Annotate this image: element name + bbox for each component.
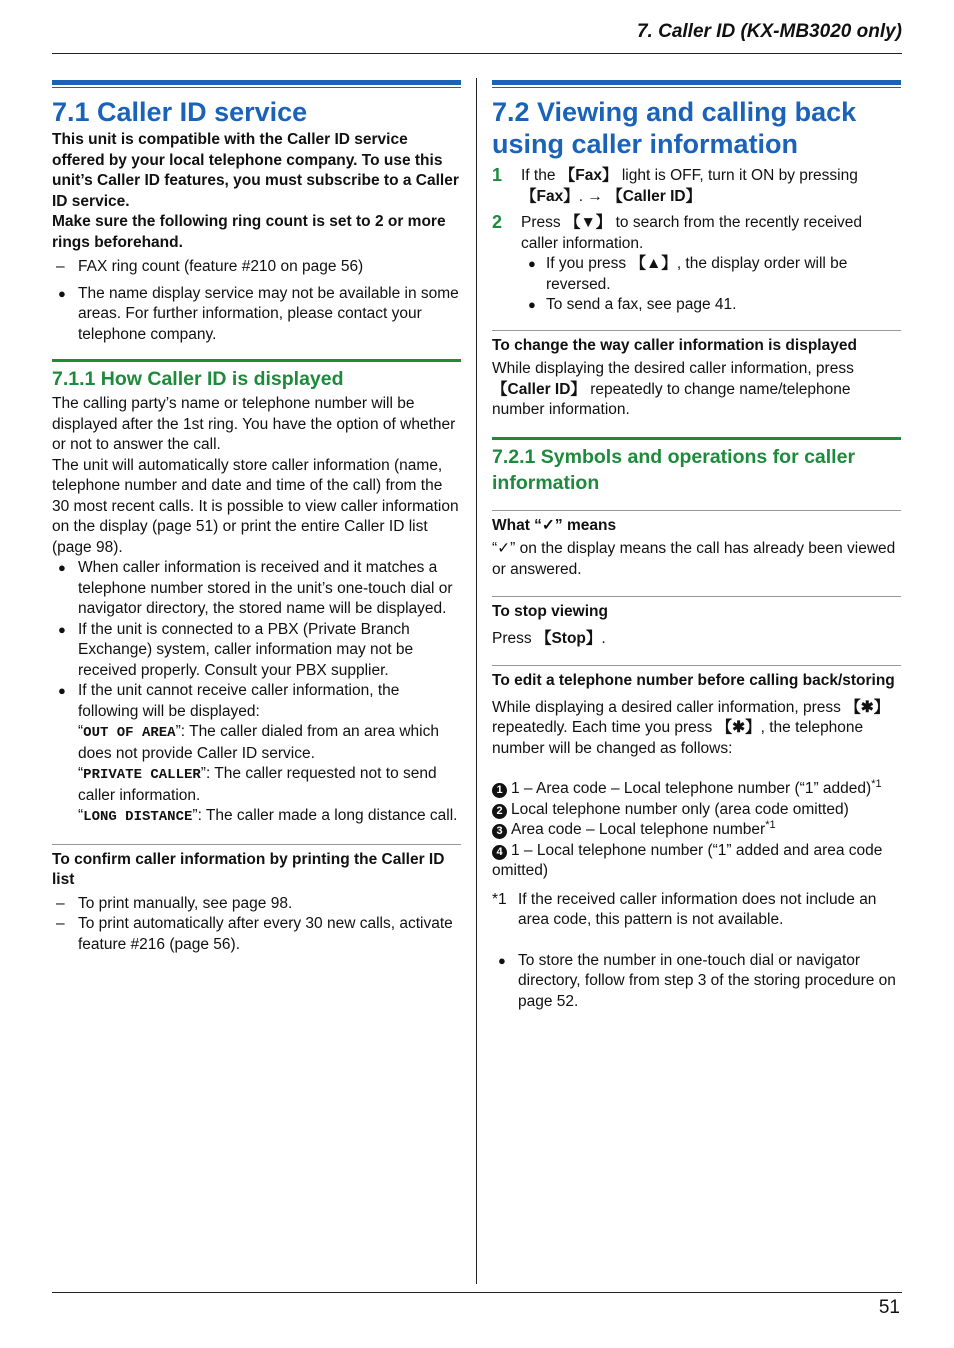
bullet-icon: ● [528,256,536,271]
step-1: 1 If the 【Fax】 light is OFF, turn it ON by pressing 【Fax】. → 【Caller ID】 [492,165,858,205]
bullet-icon: ● [498,952,506,968]
divider [52,844,461,845]
what-means-heading: What “✓” means [492,516,617,534]
step-number: 2 [492,212,503,232]
down-key: 【▼】 [564,214,612,231]
page-number: 51 [878,1297,900,1318]
list-item: ● If you press 【▲】, the display order will be reversed. [528,255,848,293]
step-2: 2 Press 【▼】 to search from the recently received caller information. [492,212,863,252]
bullet-icon: ● [58,683,66,698]
left-column [52,80,461,955]
list-item: 2 Local telephone number only (area code omitted) [492,800,901,821]
subsection-rule [492,437,901,440]
divider [492,330,901,331]
section-title-viewing-calling-back: 7.2 Viewing and calling back using caller information [492,97,857,159]
divider [492,665,901,666]
circled-number-3-icon: 3 [492,824,507,839]
list-item-text: To store the number in one-touch dial or navigator directory, follow from step 3 of the storing procedure on page 52. [518,951,896,1010]
divider [492,596,901,597]
subsection-rule [52,359,461,362]
list-item: ● To send a fax, see page 41. [492,295,901,316]
bullet-icon: ● [58,621,66,637]
list-item [52,894,461,915]
step-number: 1 [492,165,503,185]
list-item [52,914,461,955]
number-format-options [492,779,901,882]
section-rule [52,80,461,88]
page-header-title: 7. Caller ID (KX-MB3020 only) [636,21,902,42]
ring-count-note: Make sure the following ring count is set to 2 or more rings beforehand. [52,213,446,251]
list-item [52,284,461,346]
bullet-icon: ● [528,297,536,312]
list-item-text: The name display service may not be available in some areas. For further information, please contact your telephone company. [78,284,459,343]
column-separator [476,78,477,1284]
section-rule [492,80,901,88]
dash-marker: – [56,915,65,932]
paragraph: While displaying a desired caller information, press 【✱】 repeatedly. Each time you press 【✱】, the telephone number will be changed as follows: [492,698,890,757]
paragraph: Press 【Stop】. [492,629,606,647]
confirm-heading: To confirm caller information by printing the Caller ID list [52,850,445,888]
list-item [52,681,461,828]
caller-id-key: 【Caller ID】 [607,187,702,205]
circled-number-1-icon: 1 [492,783,507,798]
list-item: 3 Area code – Local telephone number$^{*1}$ [492,820,901,841]
circled-number-4-icon: 4 [492,845,507,860]
stop-key: 【Stop】 [535,629,602,647]
change-display-heading: To change the way caller information is displayed [492,336,857,354]
display-code-long-distance: “LONG DISTANCE”: The caller made a long distance call. [78,807,458,825]
caller-id-key: 【Caller ID】 [492,380,586,398]
list-item [52,558,461,620]
footnote-text: If the received caller information does not include an area code, this pattern is not available. [518,890,877,928]
bullet-icon: ● [58,285,66,301]
subsection-title: 7.2.1 Symbols and operations for caller information [492,445,856,494]
paragraph: “✓” on the display means the call has already been viewed or answered. [492,540,896,578]
arrow-icon: → [587,187,603,205]
list-item [52,257,461,278]
right-column [492,80,901,1012]
dash-marker: – [56,258,65,275]
circled-number-2-icon: 2 [492,804,507,819]
paragraph: While displaying the desired caller information, press 【Caller ID】 repeatedly to change name/telephone number information. [492,360,854,418]
star-key: 【✱】 [716,719,761,736]
list-item [492,951,901,1013]
list-item-text: To print manually, see page 98. [78,894,293,912]
edit-number-heading: To edit a telephone number before calling back/storing [492,672,895,689]
section-title-caller-id-service: 7.1 Caller ID service [52,97,308,127]
stop-viewing-heading: To stop viewing [492,603,608,620]
divider [492,510,901,511]
list-item-text: If the unit cannot receive caller information, the following will be displayed: [78,682,400,720]
list-item: 1 1 – Area code – Local telephone number (“1” added)$^{*1}$ [492,779,901,800]
display-code-out-of-area: “OUT OF AREA”: The caller dialed from an area which does not provide Caller ID service. [78,723,439,762]
intro-paragraph: This unit is compatible with the Caller ID service offered by your local telephone company. To use this unit’s Caller ID features, you must subscribe to a Caller ID service. [52,131,459,210]
fax-key: 【Fax】 [559,167,618,184]
paragraph: The unit will automatically store caller information (name, telephone number and date and time of the call) from the 30 most recent calls. It is possible to view caller information on the display (page 51) or print the entire Caller ID list (page 98). [52,456,459,556]
paragraph: The calling party’s name or telephone number will be displayed after the 1st ring. You have the option of whether or not to answer the call. [52,395,456,453]
footer-rule [52,1292,902,1293]
star-key: 【✱】 [845,698,890,716]
footnote [492,890,901,931]
display-code-private: “PRIVATE CALLER”: The caller requested not to send caller information. [78,765,437,804]
list-item-text: If the unit is connected to a PBX (Private Branch Exchange) system, caller information may not be received properly. Consult your PBX supplier. [78,620,414,679]
list-item-text: FAX ring count (feature #210 on page 56) [78,258,364,275]
bullet-icon: ● [58,560,66,575]
up-key: 【▲】 [630,255,677,272]
list-item-text: To print automatically after every 30 new calls, activate feature #216 (page 56). [78,915,453,953]
dash-marker: – [56,894,65,912]
subsection-title: 7.1.1 How Caller ID is displayed [52,368,344,390]
list-item: 4 1 – Local telephone number (“1” added and area code omitted) [492,841,883,879]
list-item-text: When caller information is received and it matches a telephone number stored in the unit’s one-touch dial or navigator directory, the stored name will be displayed. [78,559,453,617]
header-rule [52,53,902,54]
list-item [52,620,461,682]
footnote-marker: *1 [492,890,507,908]
